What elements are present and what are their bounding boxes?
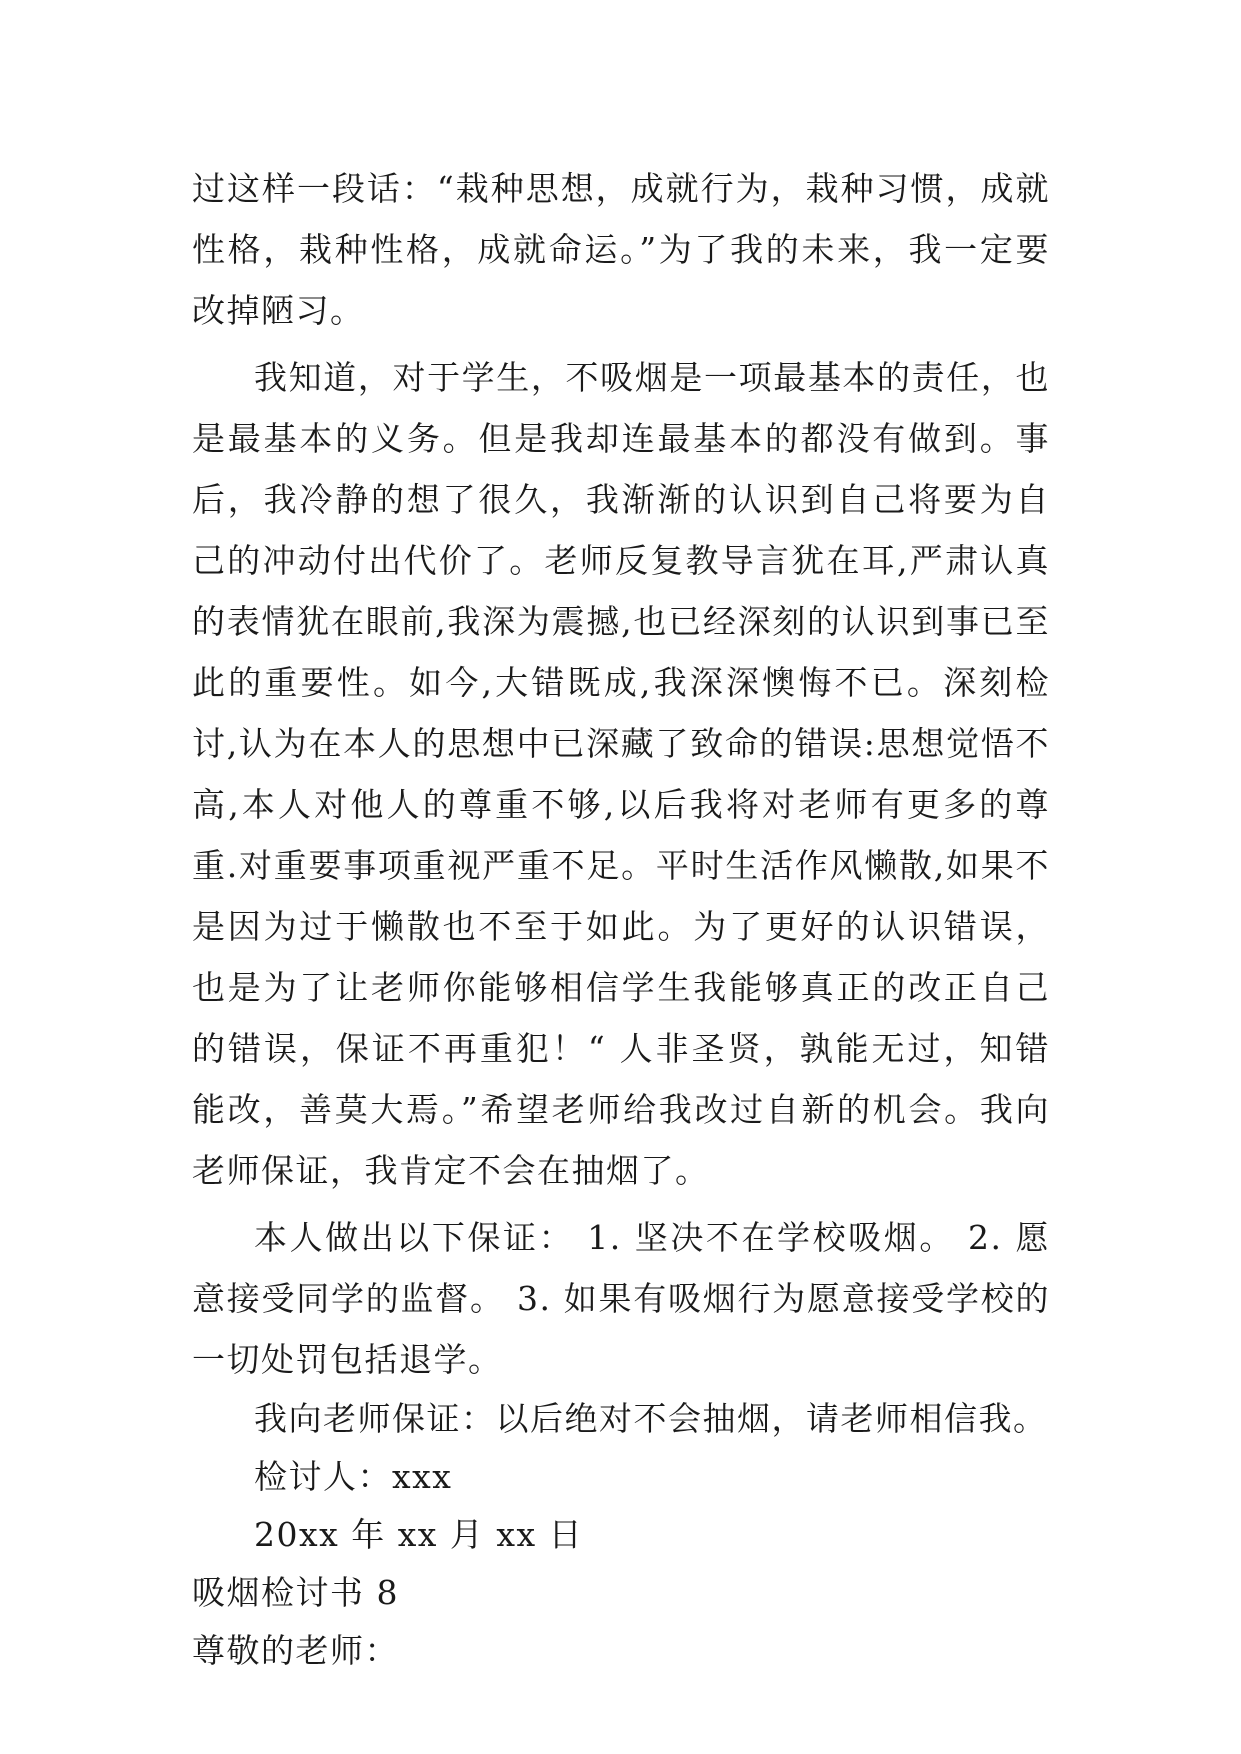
paragraph-guarantees: 本人做出以下保证： 1. 坚决不在学校吸烟。 2. 愿意接受同学的监督。 3. 如果有吸烟行为愿意接受学校的一切处罚包括退学。 [192, 1218, 1050, 1379]
document-body [192, 158, 1050, 1680]
paragraph-reflection: 我知道，对于学生，不吸烟是一项最基本的责任，也是最基本的义务。但是我却连最基本的都没有做到。事后，我冷静的想了很久，我渐渐的认识到自己将要为自己的冲动付出代价了。老师反复教导言犹在耳,严肃认真的表情犹在眼前,我深为震撼,也已经深刻的认识到事已至此的重要性。如今,大错既成,我深深懊悔不已。深刻检讨,认为在本人的思想中已深藏了致命的错误:思想觉悟不高,本人对他人的尊重不够,以后我将对老师有更多的尊重.对重要事项重视严重不足。平时生活作风懒散,如果不是因为过于懒散也不至于如此。为了更好的认识错误，也是为了让老师你能够相信学生我能够真正的改正自己的错误，保证不再重犯！“ 人非圣贤，孰能无过，知错能改，善莫大焉。”希望老师给我改过自新的机会。我向老师保证，我肯定不会在抽烟了。 [192, 358, 1050, 1190]
signature-date: 20xx 年 xx 月 xx 日 [254, 1515, 584, 1554]
salutation: 尊敬的老师： [192, 1631, 399, 1670]
reviewer-signature: 检讨人：xxx [254, 1457, 453, 1496]
paragraph-promise: 我向老师保证：以后绝对不会抽烟，请老师相信我。 [254, 1399, 1048, 1438]
section-title: 吸烟检讨书 8 [192, 1573, 399, 1612]
paragraph-continuation: 过这样一段话：“栽种思想，成就行为，栽种习惯，成就性格，栽种性格，成就命运。”为了我的未来，我一定要改掉陋习。 [192, 169, 1050, 330]
